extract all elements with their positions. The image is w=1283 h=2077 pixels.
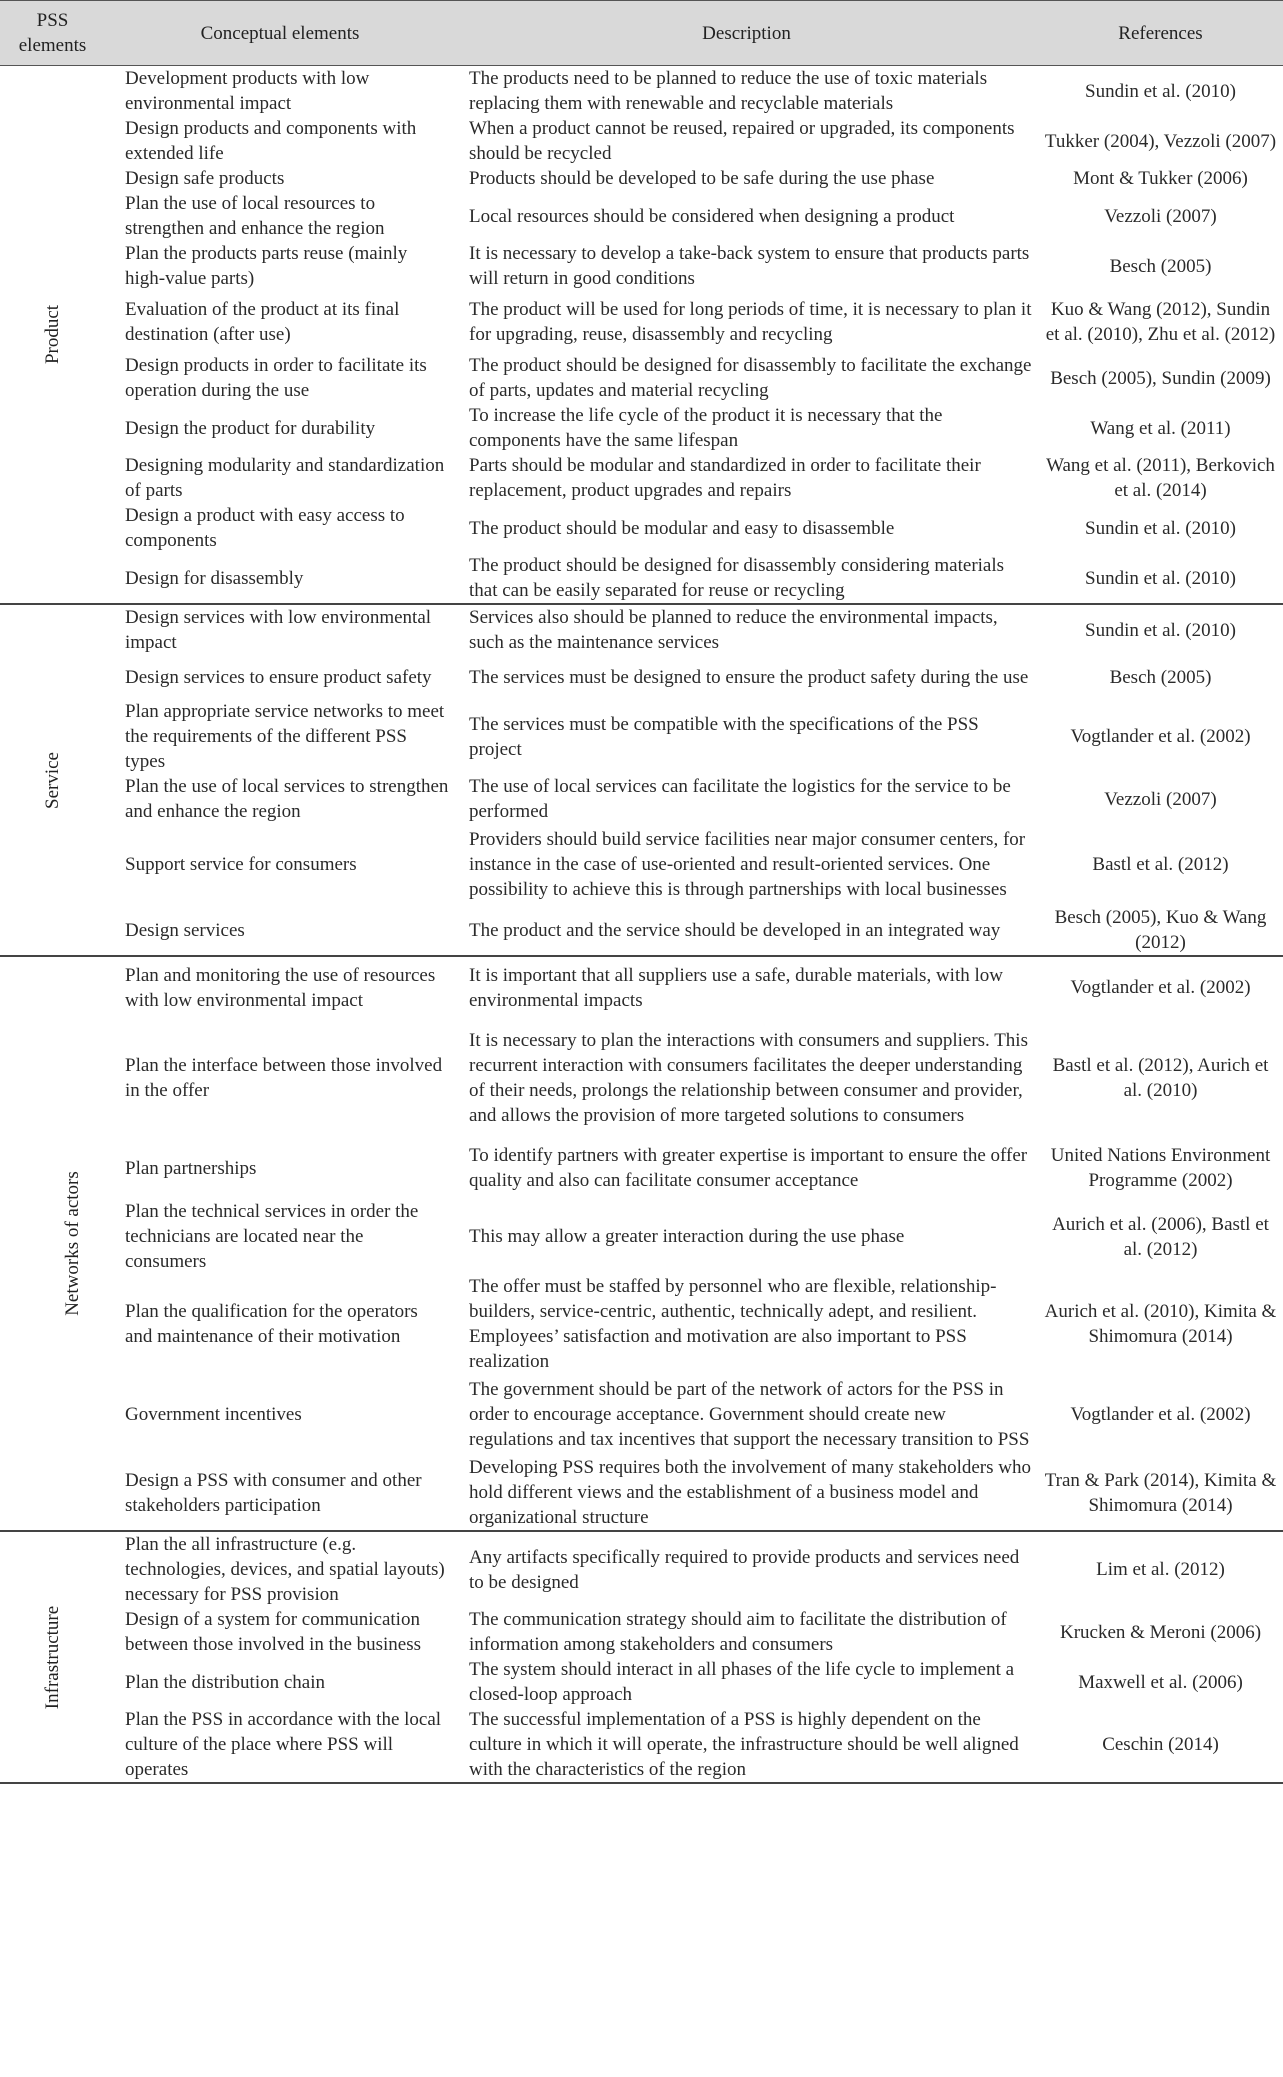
header-pss-elements: PSS elements [0,1,105,66]
concept-cell: Plan the all infrastructure (e.g. technologies, devices, and spatial layouts) necessary for PSS provision [125,1534,445,1605]
table-row [0,1531,1283,1607]
header-references: References [1038,1,1283,66]
table-row [0,241,1283,291]
concept-cell: Evaluation of the product at its final destination (after use) [125,299,400,345]
references-cell: Aurich et al. (2010), Kimita & Shimomura (2014) [1044,1301,1277,1347]
concept-cell: Plan the products parts reuse (mainly high-value parts) [125,243,408,289]
table-row [0,503,1283,553]
description-cell: The product and the service should be developed in an integrated way [455,905,1038,956]
references-cell: Krucken & Meroni (2006) [1059,1621,1262,1643]
concept-cell: Design a PSS with consumer and other stakeholders participation [105,1455,455,1531]
description-cell: It is important that all suppliers use a safe, durable materials, with low environmental impacts [469,964,1003,1011]
references-cell: Mont & Tukker (2006) [1073,168,1248,189]
references-cell: Bastl et al. (2012), Aurich et al. (2010) [1052,1054,1269,1101]
description-cell: Products should be developed to be safe during the use phase [469,168,935,189]
table-row [0,655,1283,699]
table-row [0,1707,1283,1783]
description-cell: Developing PSS requires both the involvement of many stakeholders who hold different views and the establishment of a business model and organizational structure [455,1455,1038,1531]
concept-cell: Government incentives [125,1404,302,1425]
table-row [0,166,1283,191]
references-cell: Aurich et al. (2006), Bastl et al. (2012) [1052,1213,1269,1260]
description-cell: The product should be designed for disassembly considering materials that can be easily separated for reuse or recycling [455,553,1038,604]
table-row [0,1374,1283,1455]
description-cell: Providers should build service facilities near major consumer centers, for instance in the case of use-oriented and result-oriented services. One possibility to achieve this is through partnerships with local businesses [469,829,1026,900]
references-cell: Besch (2005), Sundin (2009) [1050,367,1271,389]
header-description: Description [455,1,1038,66]
concept-cell: Design for disassembly [105,553,455,604]
table-row [0,1137,1283,1199]
references-cell: Vezzoli (2007) [1104,788,1217,810]
references-cell: Wang et al. (2011) [1090,417,1231,439]
table-row [0,553,1283,604]
concept-cell: Plan the interface between those involved in the offer [125,1054,443,1101]
concept-cell: Design services [105,905,455,956]
table-row [0,116,1283,166]
description-cell: The government should be part of the network of actors for the PSS in order to encourage acceptance. Government should create new regulations and tax incentives that support the necessary transition to PSS [469,1379,1030,1450]
concept-cell: Designing modularity and standardization of parts [125,455,445,501]
table-row [0,353,1283,403]
description-cell: To identify partners with greater expertise is important to ensure the offer quality and also can facilitate consumer acceptance [469,1145,1028,1191]
references-cell: Sundin et al. (2010) [1085,517,1236,539]
references-cell: Vogtlander et al. (2002) [1070,726,1251,747]
table-row [0,824,1283,905]
table-row [0,905,1283,956]
concept-cell: Plan the use of local resources to strengthen and enhance the region [125,193,385,239]
section-label: Networks of actors [61,1171,83,1316]
section-label-cell [0,1531,105,1783]
references-cell: Besch (2005) [1109,666,1212,688]
references-cell: Sundin et al. (2010) [1085,80,1236,102]
table-row [0,453,1283,503]
description-cell: The product will be used for long periods of time, it is necessary to plan it for upgrading, reuse, disassembly and recycling [469,299,1032,345]
references-cell: Sundin et al. (2010) [1038,553,1283,604]
table-row [0,1274,1283,1374]
references-cell: Kuo & Wang (2012), Sundin et al. (2010), Zhu et al. (2012) [1045,299,1276,345]
references-cell: Vezzoli (2007) [1104,205,1217,227]
table-row [0,1657,1283,1707]
concept-cell: Development products with low environmental impact [125,68,370,114]
references-cell: Vogtlander et al. (2002) [1070,977,1251,998]
table-row [0,1455,1283,1531]
table-row [0,1199,1283,1274]
description-cell: The system should interact in all phases of the life cycle to implement a closed-loop approach [469,1659,1015,1705]
concept-cell: Design a product with easy access to components [125,505,405,551]
description-cell: The successful implementation of a PSS is highly dependent on the culture in which it will operate, the infrastructure should be well aligned with the characteristics of the region [455,1707,1038,1783]
concept-cell: Plan the use of local services to strengthen and enhance the region [125,776,449,822]
table-row [0,191,1283,241]
references-cell: Besch (2005) [1109,255,1212,277]
description-cell: The offer must be staffed by personnel who are flexible, relationship-builders, service-centric, authentic, technically adept, and resilient. Employees’ satisfaction and motivation are also important to PSS realization [469,1276,997,1372]
description-cell: Parts should be modular and standardized in order to facilitate their replacement, product upgrades and repairs [469,455,981,501]
section-label: Product [41,304,63,365]
description-cell: Services also should be planned to reduce the environmental impacts, such as the maintenance services [469,607,998,653]
description-cell: The services must be compatible with the specifications of the PSS project [469,713,979,760]
concept-cell: Design of a system for communication between those involved in the business [125,1609,422,1655]
description-cell: The products need to be planned to reduce the use of toxic materials replacing them with renewable and recyclable materials [469,68,988,114]
references-cell: Vogtlander et al. (2002) [1070,1404,1251,1425]
concept-cell: Plan the PSS in accordance with the local culture of the place where PSS will operates [105,1707,455,1783]
concept-cell: Design products in order to facilitate its operation during the use [125,355,427,401]
concept-cell: Plan the qualification for the operators and maintenance of their motivation [125,1301,418,1347]
table-row [0,699,1283,774]
description-cell: It is necessary to plan the interactions with consumers and suppliers. This recurrent interaction with consumers facilitates the deeper understanding of their needs, prolongs the relationship between consumer and provider, and allows the provision of more targeted solutions to consumers [469,1029,1028,1126]
table-row [0,604,1283,655]
table-row [0,1607,1283,1657]
concept-cell: Design products and components with extended life [125,118,417,164]
description-cell: The product should be designed for disassembly to facilitate the exchange of parts, updates and material recycling [469,355,1032,401]
concept-cell: Plan partnerships [125,1157,257,1179]
references-cell: Bastl et al. (2012) [1092,854,1229,875]
description-cell: Local resources should be considered when designing a product [469,205,955,227]
concept-cell: Plan appropriate service networks to meet the requirements of the different PSS types [125,701,445,772]
description-cell: The communication strategy should aim to facilitate the distribution of information among stakeholders and consumers [469,1609,1007,1655]
concept-cell: Design the product for durability [125,417,376,439]
concept-cell: Design services with low environmental impact [125,607,432,653]
section-label-cell [0,604,105,956]
references-cell: Maxwell et al. (2006) [1078,1671,1243,1693]
description-cell: It is necessary to develop a take-back system to ensure that products parts will return in good conditions [469,243,1030,289]
concept-cell: Plan the distribution chain [125,1671,326,1693]
references-cell: United Nations Environment Programme (2002) [1050,1145,1271,1191]
section-label-cell [0,66,105,605]
references-cell: Lim et al. (2012) [1096,1559,1225,1580]
references-cell: Tukker (2004), Vezzoli (2007) [1044,130,1277,152]
concept-cell: Design safe products [125,168,285,189]
concept-cell: Support service for consumers [125,854,357,875]
references-cell: Besch (2005), Kuo & Wang (2012) [1038,905,1283,956]
concept-cell: Design services to ensure product safety [125,666,432,688]
references-cell: Tran & Park (2014), Kimita & Shimomura (2014) [1038,1455,1283,1531]
table-row [0,66,1283,117]
table-row [0,291,1283,353]
references-cell: Sundin et al. (2010) [1085,619,1236,641]
description-cell: To increase the life cycle of the product it is necessary that the components have the same lifespan [469,405,943,451]
description-cell: The product should be modular and easy to disassemble [469,517,895,539]
section-label-cell [0,956,105,1531]
table-row [0,1018,1283,1137]
table-row [0,956,1283,1018]
references-cell: Wang et al. (2011), Berkovich et al. (2014) [1046,455,1275,501]
header-row [0,1,1283,66]
description-cell: The services must be designed to ensure the product safety during the use [469,666,1029,688]
section-label: Service [41,751,63,809]
description-cell: When a product cannot be reused, repaired or upgraded, its components should be recycled [469,118,1015,164]
description-cell: Any artifacts specifically required to provide products and services need to be designed [469,1546,1020,1593]
table-row [0,403,1283,453]
concept-cell: Plan and monitoring the use of resources with low environmental impact [125,964,436,1011]
section-label: Infrastructure [41,1605,63,1709]
description-cell: The use of local services can facilitate the logistics for the service to be performed [469,776,1011,822]
references-cell: Ceschin (2014) [1038,1707,1283,1783]
concept-cell: Plan the technical services in order the technicians are located near the consumers [125,1201,419,1272]
header-conceptual-elements: Conceptual elements [105,1,455,66]
description-cell: This may allow a greater interaction during the use phase [469,1226,905,1247]
table-row [0,774,1283,824]
